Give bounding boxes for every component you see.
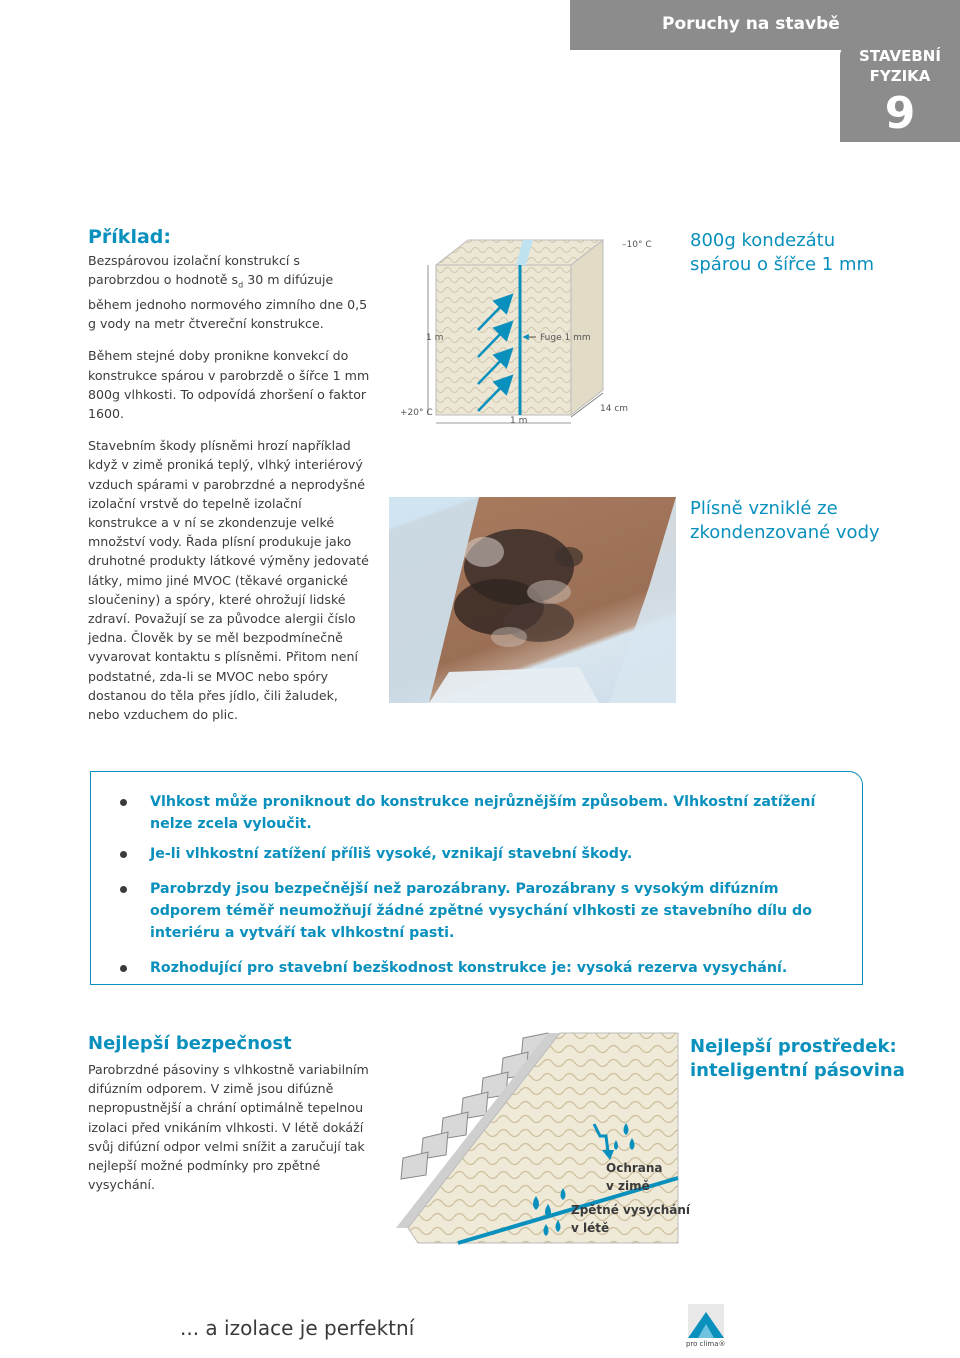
label-temp-inside: +20° C (400, 408, 433, 418)
label-winter-line-1: Ochrana (606, 1161, 663, 1175)
chapter-number: 9 (884, 88, 916, 139)
label-winter-line-2: v zimě (606, 1179, 650, 1193)
bullet-dot (120, 799, 127, 806)
mold-caption-line-1: Plísně vzniklé ze (690, 498, 838, 519)
best-means-line-2: inteligentní pásovina (690, 1060, 905, 1081)
key-point-text: Rozhodující pro stavební bezškodnost konstrukce je: vysoká rezerva vysychání. (150, 960, 788, 976)
mold-caption-line-2: zkondenzované vody (690, 522, 880, 543)
insulation-gap-diagram (388, 225, 678, 435)
key-point (91, 878, 830, 944)
example-paragraph-3: Stavebním škody plísněmi hrozí například když v zimě proniká teplý, vlhký interiérový vzduch spárami v parobrzdné a neprodyšné izolační vrstvě do tepelně izolační konstrukce a v ní se zkondenzuje velké množství vody. Řada plísní produkuje jako druhotné produkty látkové výměny jedovaté látky, mimo jiné MVOC (těkavé organické sloučeniny) a spóry, které ohrožují lidské zdraví. Považují se za původce alergii číslo jedna. Člověk by se měl bezpodmínečně vyvarovat kontaktu s plísněmi. Přitom není podstatné, zda-li se MVOC nebo spóry dostanou do těla přes jídlo, čili žaludek, nebo vzduchem do plic. (88, 438, 369, 722)
logo-text: pro clima® (686, 1340, 726, 1348)
key-point-text: Je-li vlhkostní zatížení příliš vysoké, vznikají stavební škody. (150, 846, 633, 862)
roof-section-diagram (388, 1028, 691, 1246)
condensate-caption-line-2: spárou o šířce 1 mm (690, 254, 875, 275)
safety-text: Parobrzdné pásoviny s vlhkostně variabilním difúzním odporem. V zimě jsou difúzně nepropustnější a chrání optimálně tepelnou izolaci před vnikáním vlhkosti. V létě dokáží svůj difúzní odpor velmi snížit a zaručují tak nejlepší možné podmínky pro zpětné vysychání. (88, 1062, 369, 1193)
key-points-list (91, 791, 862, 979)
label-height: 1 m (426, 333, 444, 343)
example-paragraph-2: Během stejné doby pronikne konvekcí do konstrukce spárou v parobrzdě o šířce 1 mm 800g vlhkosti. To odpovídá zhoršení o faktor 1600. (88, 348, 370, 421)
mold-spots (389, 497, 676, 703)
condensate-caption (690, 229, 874, 277)
chapter-tab-label (840, 46, 960, 86)
key-point (91, 957, 830, 979)
header-title: Poruchy na stavbě (662, 14, 840, 34)
chapter-tab-label-1: STAVEBNÍ (859, 47, 941, 65)
safety-heading: Nejlepší bezpečnost (88, 1033, 292, 1054)
key-points-box (90, 771, 863, 985)
example-paragraph-1 (88, 251, 373, 333)
example-heading: Příklad: (88, 226, 171, 248)
chapter-tab-label-2: FYZIKA (869, 67, 931, 85)
label-gap: Fuge 1 mm (540, 333, 591, 343)
bullet-dot (120, 851, 127, 858)
bullet-dot (120, 886, 127, 893)
label-summer-line-2: v létě (571, 1221, 610, 1235)
example-p1-end: 30 m difúzuje během jednoho normového zimního dne 0,5 g vody na metr čtvereční konstrukce. (88, 272, 368, 332)
example-p1-subscript: d (238, 280, 244, 290)
bullet-dot (120, 965, 127, 972)
mold-caption (690, 497, 880, 545)
label-temp-outside: –10° C (622, 240, 652, 250)
mold-photo (389, 497, 676, 703)
label-depth: 14 cm (600, 404, 629, 414)
label-width: 1 m (510, 416, 528, 426)
condensate-caption-line-1: 800g kondezátu (690, 230, 836, 251)
key-point (91, 791, 830, 835)
key-point (91, 843, 830, 865)
footer-slogan: ... a izolace je perfektní (180, 1316, 415, 1340)
key-point-text: Vlhkost může proniknout do konstrukce nejrůznějším způsobem. Vlhkostní zatížení nelze zcela vyloučit. (150, 794, 816, 832)
example-text (88, 251, 373, 737)
label-summer-line-1: Zpětné vysychání (571, 1203, 691, 1217)
key-point-text: Parobrzdy jsou bezpečnější než parozábrany. Parozábrany s vysokým difúzním odporem téměř neumožňují žádné zpětné vysychání vlhkosti ze stavebního dílu do interiéru a vytváří tak vlhkostní pasti. (150, 881, 812, 941)
pro-clima-logo (688, 1304, 724, 1338)
example-p1-start: Bezspárovou izolační konstrukcí s parobrzdou o hodnotě s (88, 253, 300, 288)
best-means-line-1: Nejlepší prostředek: (690, 1036, 897, 1057)
best-means-caption (690, 1035, 905, 1083)
